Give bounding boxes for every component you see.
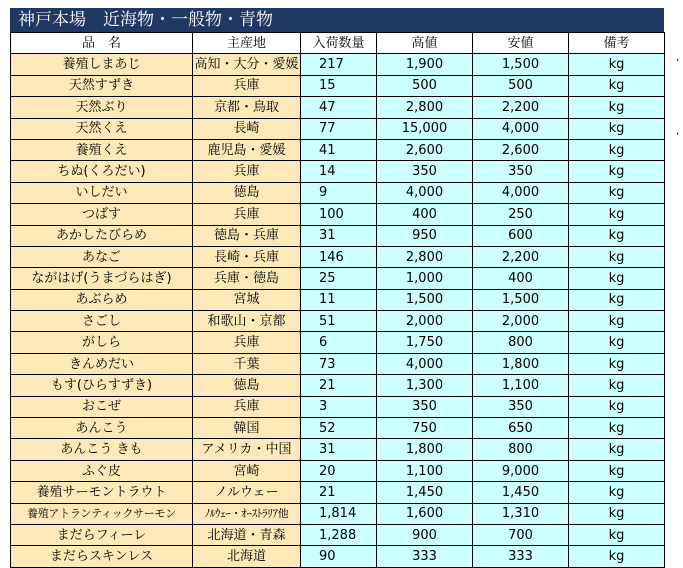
item-name-cell: ふぐ皮 <box>11 460 193 481</box>
origin-cell: ﾉﾙｳｪｰ・ｵｰｽﾄﾗﾘｱ他 <box>193 503 301 524</box>
quantity-cell: 9 <box>301 182 377 203</box>
quantity-cell: 15 <box>301 75 377 96</box>
origin-cell: 長崎 <box>193 118 301 139</box>
table-body <box>11 54 665 567</box>
item-name-cell: もす(ひらすずき) <box>11 375 193 396</box>
note-cell: kg <box>569 97 665 118</box>
low-price-cell: 800 <box>473 439 569 460</box>
low-price-cell: 600 <box>473 225 569 246</box>
quantity-cell: 51 <box>301 311 377 332</box>
table-row <box>11 97 665 118</box>
high-price-cell: 2,000 <box>377 311 473 332</box>
quantity-cell: 77 <box>301 118 377 139</box>
table-row <box>11 54 665 75</box>
note-cell: kg <box>569 75 665 96</box>
low-price-cell: 333 <box>473 546 569 567</box>
note-cell: kg <box>569 54 665 75</box>
high-price-cell: 1,300 <box>377 375 473 396</box>
high-price-cell: 1,450 <box>377 482 473 503</box>
high-price-cell: 400 <box>377 204 473 225</box>
origin-cell: 鹿児島・愛媛 <box>193 139 301 160</box>
header-origin: 主産地 <box>193 33 301 54</box>
quantity-cell: 25 <box>301 268 377 289</box>
origin-cell: 兵庫 <box>193 396 301 417</box>
origin-cell: 京都・鳥取 <box>193 97 301 118</box>
table-row <box>11 439 665 460</box>
high-price-cell: 1,100 <box>377 460 473 481</box>
table-row <box>11 204 665 225</box>
table-row <box>11 396 665 417</box>
quantity-cell: 21 <box>301 482 377 503</box>
note-cell: kg <box>569 396 665 417</box>
origin-cell: 徳島 <box>193 182 301 203</box>
note-cell: kg <box>569 353 665 374</box>
note-cell: kg <box>569 524 665 545</box>
low-price-cell: 250 <box>473 204 569 225</box>
item-name-cell: あぶらめ <box>11 289 193 310</box>
item-name-cell: 養殖サーモントラウト <box>11 482 193 503</box>
quantity-cell: 6 <box>301 332 377 353</box>
origin-cell: 高知・大分・愛媛 <box>193 54 301 75</box>
table-row <box>11 482 665 503</box>
item-name-cell: 養殖しまあじ <box>11 54 193 75</box>
quantity-cell: 11 <box>301 289 377 310</box>
table-row <box>11 225 665 246</box>
high-price-cell: 2,600 <box>377 139 473 160</box>
origin-cell: 徳島・兵庫 <box>193 225 301 246</box>
header-note: 備考 <box>569 33 665 54</box>
origin-cell: 兵庫 <box>193 332 301 353</box>
note-cell: kg <box>569 546 665 567</box>
origin-cell: 宮崎 <box>193 460 301 481</box>
note-cell: kg <box>569 139 665 160</box>
note-cell: kg <box>569 460 665 481</box>
high-price-cell: 2,800 <box>377 97 473 118</box>
note-cell: kg <box>569 204 665 225</box>
low-price-cell: 2,000 <box>473 311 569 332</box>
high-price-cell: 15,000 <box>377 118 473 139</box>
note-cell: kg <box>569 268 665 289</box>
low-price-cell: 4,000 <box>473 182 569 203</box>
note-cell: kg <box>569 289 665 310</box>
item-name-cell: あなご <box>11 246 193 267</box>
table-row <box>11 311 665 332</box>
origin-cell: 千葉 <box>193 353 301 374</box>
high-price-cell: 1,600 <box>377 503 473 524</box>
low-price-cell: 1,310 <box>473 503 569 524</box>
note-cell: kg <box>569 503 665 524</box>
note-cell: kg <box>569 246 665 267</box>
high-price-cell: 900 <box>377 524 473 545</box>
origin-cell: 和歌山・京都 <box>193 311 301 332</box>
quantity-cell: 90 <box>301 546 377 567</box>
item-name-cell: いしだい <box>11 182 193 203</box>
quantity-cell: 1,814 <box>301 503 377 524</box>
origin-cell: ノルウェー <box>193 482 301 503</box>
note-cell: kg <box>569 118 665 139</box>
quantity-cell: 14 <box>301 161 377 182</box>
high-price-cell: 350 <box>377 396 473 417</box>
item-name-cell: 天然ぶり <box>11 97 193 118</box>
header-low: 安値 <box>473 33 569 54</box>
header-qty: 入荷数量 <box>301 33 377 54</box>
low-price-cell: 2,200 <box>473 246 569 267</box>
low-price-cell: 2,200 <box>473 97 569 118</box>
edge-mark: , <box>676 52 680 63</box>
high-price-cell: 1,800 <box>377 439 473 460</box>
low-price-cell: 1,500 <box>473 289 569 310</box>
item-name-cell: ちぬ(くろだい) <box>11 161 193 182</box>
low-price-cell: 400 <box>473 268 569 289</box>
table-row <box>11 161 665 182</box>
quantity-cell: 47 <box>301 97 377 118</box>
high-price-cell: 333 <box>377 546 473 567</box>
quantity-cell: 52 <box>301 418 377 439</box>
header-row <box>11 33 665 54</box>
quantity-cell: 20 <box>301 460 377 481</box>
origin-cell: 韓国 <box>193 418 301 439</box>
high-price-cell: 500 <box>377 75 473 96</box>
high-price-cell: 750 <box>377 418 473 439</box>
high-price-cell: 4,000 <box>377 353 473 374</box>
low-price-cell: 1,800 <box>473 353 569 374</box>
quantity-cell: 31 <box>301 225 377 246</box>
quantity-cell: 217 <box>301 54 377 75</box>
high-price-cell: 4,000 <box>377 182 473 203</box>
item-name-cell: きんめだい <box>11 353 193 374</box>
item-name-cell: 養殖アトランティックサーモン <box>11 503 193 524</box>
table-row <box>11 118 665 139</box>
quantity-cell: 41 <box>301 139 377 160</box>
origin-cell: 兵庫 <box>193 161 301 182</box>
origin-cell: 兵庫・徳島 <box>193 268 301 289</box>
table-row <box>11 75 665 96</box>
low-price-cell: 1,500 <box>473 54 569 75</box>
note-cell: kg <box>569 225 665 246</box>
origin-cell: 北海道・青森 <box>193 524 301 545</box>
table-row <box>11 289 665 310</box>
low-price-cell: 500 <box>473 75 569 96</box>
table-row <box>11 182 665 203</box>
item-name-cell: まだらスキンレス <box>11 546 193 567</box>
note-cell: kg <box>569 418 665 439</box>
low-price-cell: 1,100 <box>473 375 569 396</box>
quantity-cell: 100 <box>301 204 377 225</box>
note-cell: kg <box>569 439 665 460</box>
high-price-cell: 350 <box>377 161 473 182</box>
origin-cell: 宮城 <box>193 289 301 310</box>
high-price-cell: 950 <box>377 225 473 246</box>
note-cell: kg <box>569 182 665 203</box>
item-name-cell: あんこう きも <box>11 439 193 460</box>
note-cell: kg <box>569 161 665 182</box>
edge-mark: , <box>676 126 680 137</box>
item-name-cell: 天然すずき <box>11 75 193 96</box>
table-row <box>11 246 665 267</box>
item-name-cell: 天然くえ <box>11 118 193 139</box>
table-row <box>11 524 665 545</box>
high-price-cell: 1,000 <box>377 268 473 289</box>
note-cell: kg <box>569 332 665 353</box>
low-price-cell: 650 <box>473 418 569 439</box>
origin-cell: 北海道 <box>193 546 301 567</box>
item-name-cell: 養殖くえ <box>11 139 193 160</box>
header-high: 高値 <box>377 33 473 54</box>
note-cell: kg <box>569 482 665 503</box>
low-price-cell: 4,000 <box>473 118 569 139</box>
header-name: 品 名 <box>11 33 193 54</box>
price-table <box>10 32 665 568</box>
table-row <box>11 460 665 481</box>
table-row <box>11 418 665 439</box>
item-name-cell: がしら <box>11 332 193 353</box>
item-name-cell: あかしたびらめ <box>11 225 193 246</box>
origin-cell: アメリカ・中国 <box>193 439 301 460</box>
table-row <box>11 375 665 396</box>
high-price-cell: 2,800 <box>377 246 473 267</box>
quantity-cell: 146 <box>301 246 377 267</box>
high-price-cell: 1,750 <box>377 332 473 353</box>
item-name-cell: ながはげ(うまづらはぎ) <box>11 268 193 289</box>
item-name-cell: おこぜ <box>11 396 193 417</box>
item-name-cell: つばす <box>11 204 193 225</box>
item-name-cell: さごし <box>11 311 193 332</box>
note-cell: kg <box>569 375 665 396</box>
origin-cell: 長崎・兵庫 <box>193 246 301 267</box>
quantity-cell: 73 <box>301 353 377 374</box>
low-price-cell: 2,600 <box>473 139 569 160</box>
table-row <box>11 503 665 524</box>
table-row <box>11 332 665 353</box>
quantity-cell: 21 <box>301 375 377 396</box>
high-price-cell: 1,500 <box>377 289 473 310</box>
high-price-cell: 1,900 <box>377 54 473 75</box>
table-row <box>11 546 665 567</box>
low-price-cell: 9,000 <box>473 460 569 481</box>
note-cell: kg <box>569 311 665 332</box>
low-price-cell: 800 <box>473 332 569 353</box>
quantity-cell: 1,288 <box>301 524 377 545</box>
table-row <box>11 353 665 374</box>
page-title: 神戸本場 近海物・一般物・青物 <box>10 8 664 32</box>
origin-cell: 兵庫 <box>193 204 301 225</box>
quantity-cell: 31 <box>301 439 377 460</box>
low-price-cell: 1,450 <box>473 482 569 503</box>
quantity-cell: 3 <box>301 396 377 417</box>
low-price-cell: 700 <box>473 524 569 545</box>
low-price-cell: 350 <box>473 161 569 182</box>
low-price-cell: 350 <box>473 396 569 417</box>
origin-cell: 兵庫 <box>193 75 301 96</box>
item-name-cell: あんこう <box>11 418 193 439</box>
origin-cell: 徳島 <box>193 375 301 396</box>
table-row <box>11 268 665 289</box>
table-row <box>11 139 665 160</box>
item-name-cell: まだらフィーレ <box>11 524 193 545</box>
